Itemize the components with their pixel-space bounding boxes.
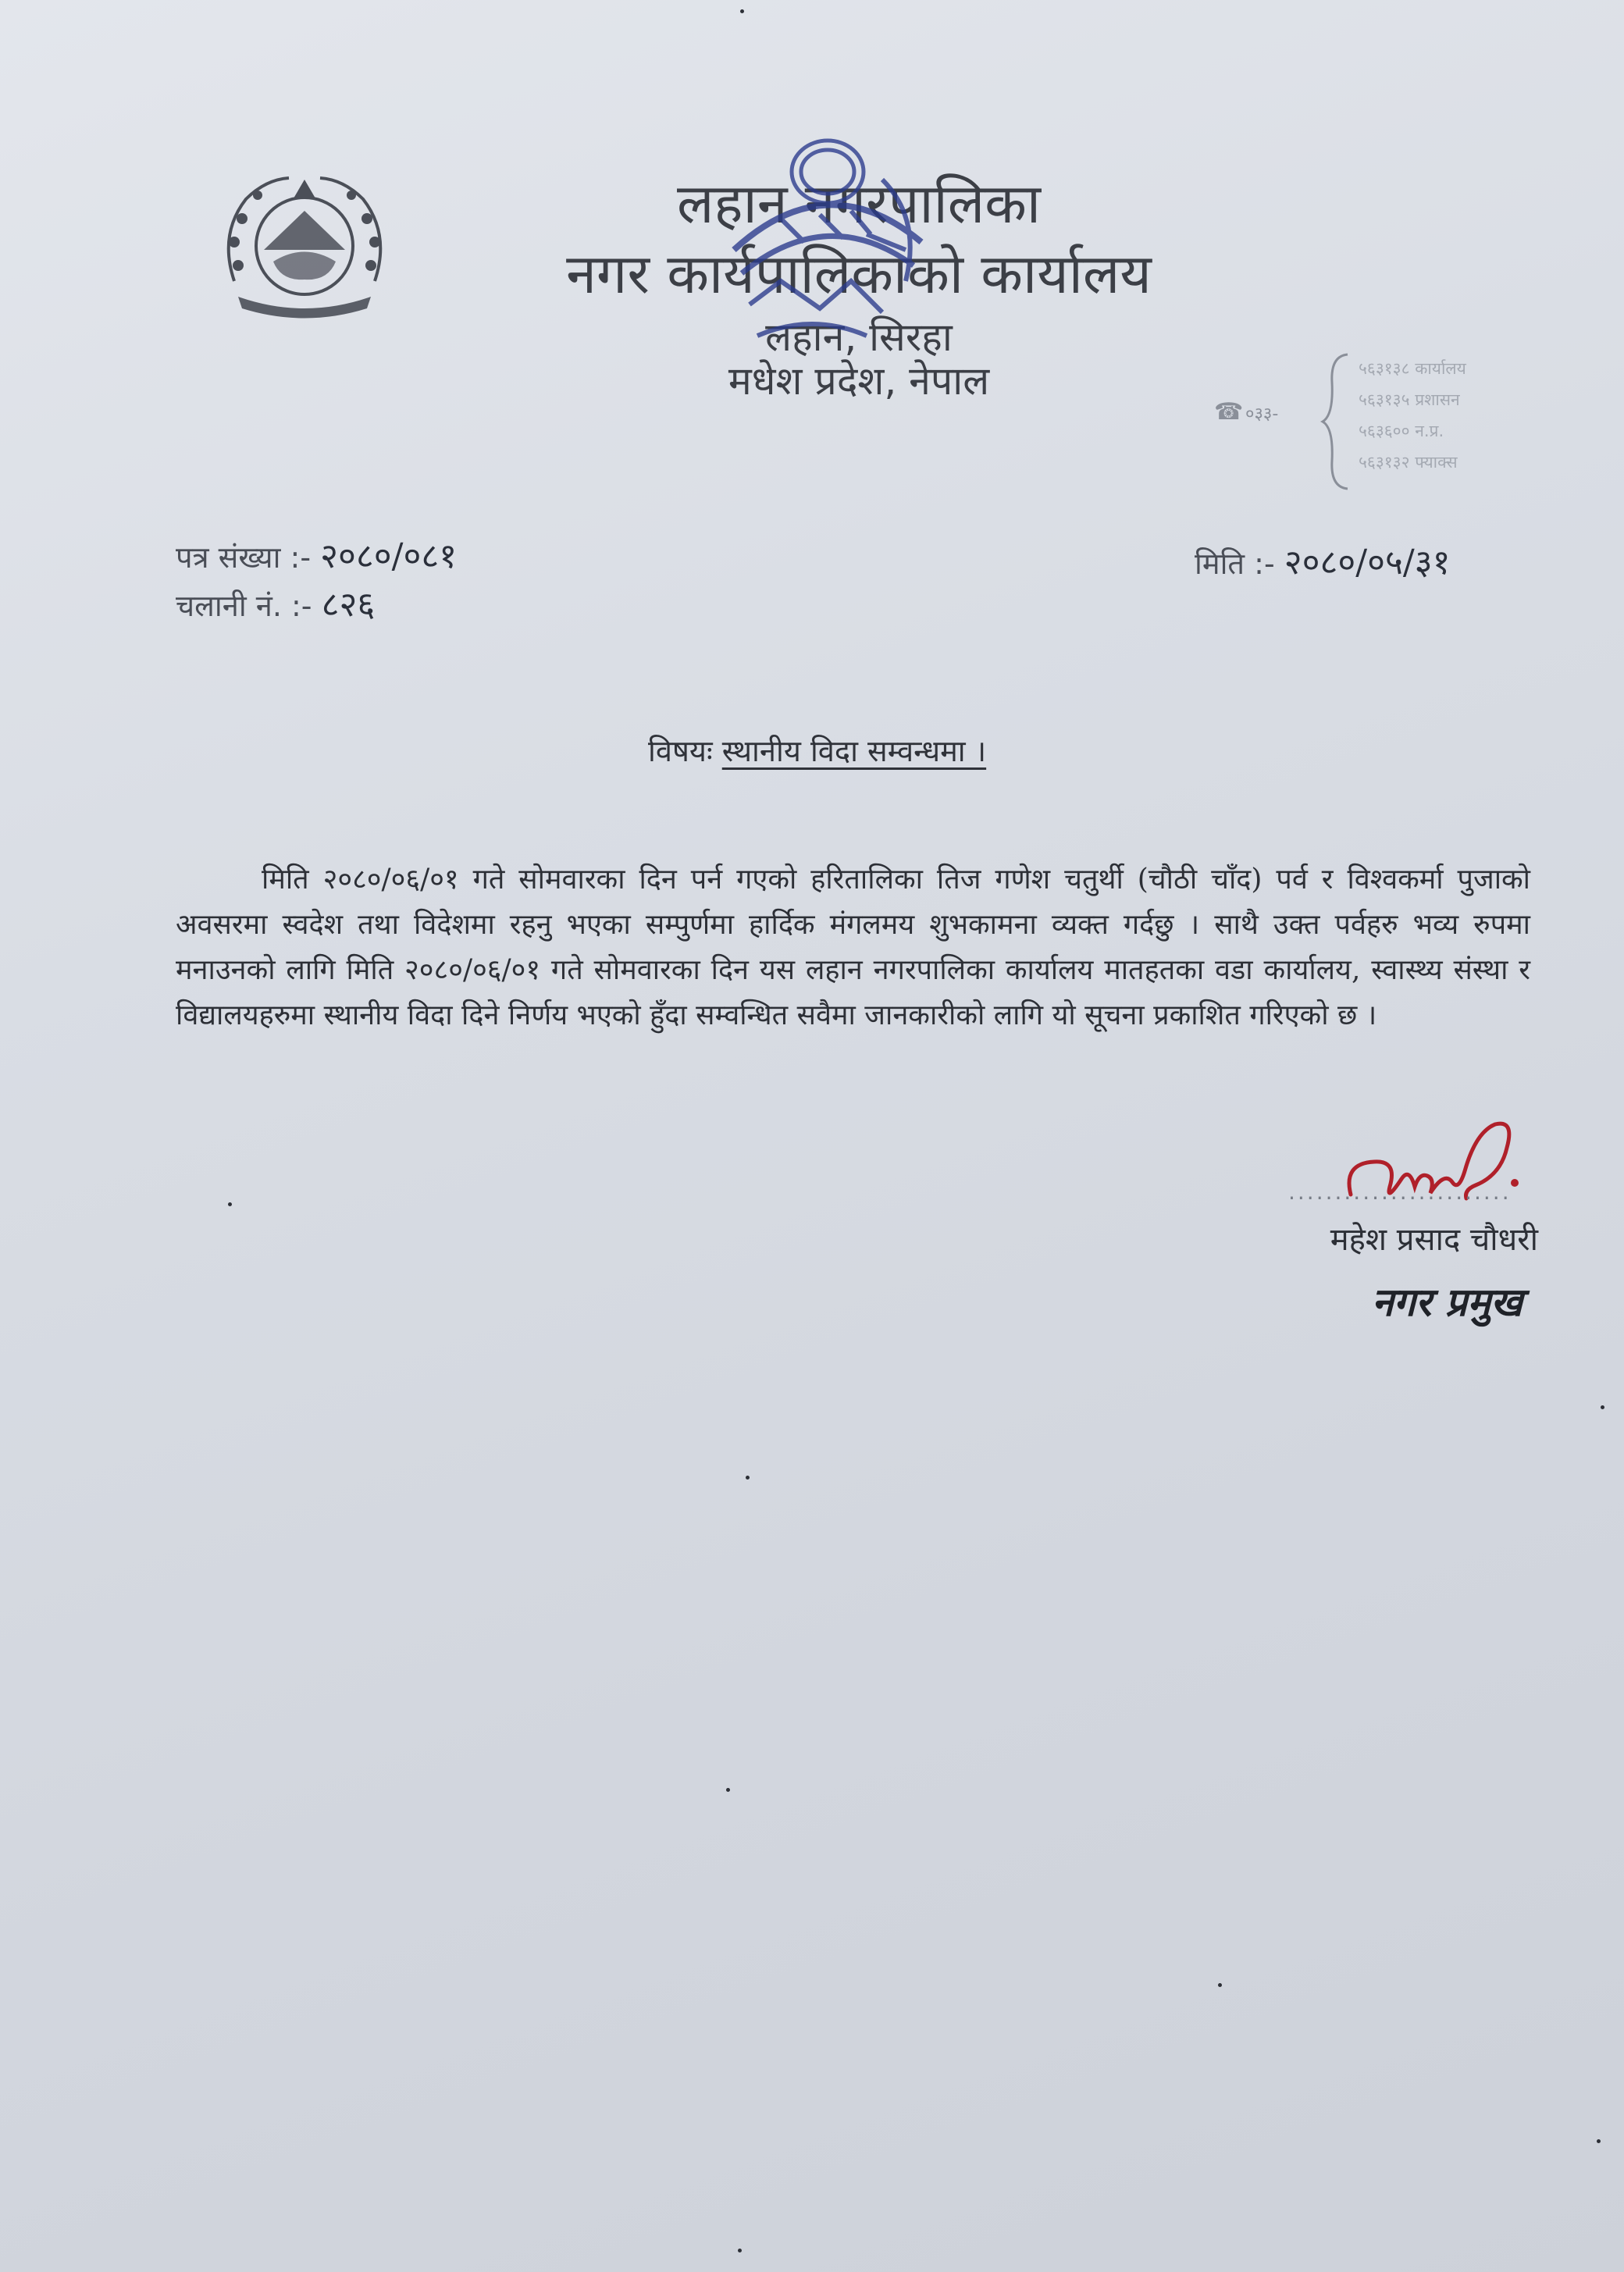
brace-icon — [1320, 351, 1351, 492]
letterhead — [468, 156, 1249, 406]
scan-speck — [1597, 2139, 1601, 2143]
province-country: मधेश प्रदेश, नेपाल — [728, 358, 990, 404]
office-name: नगर कार्यपालिकाको कार्यालय — [566, 242, 1152, 306]
letter-number-label: पत्र संख्या :- — [176, 540, 312, 575]
scan-speck — [738, 2249, 742, 2252]
phone-line: ५६३१३८ कार्यालय — [1359, 359, 1466, 378]
subject-text: स्थानीय विदा सम्वन्धमा । — [721, 734, 987, 768]
scan-speck — [740, 9, 744, 13]
scan-speck — [1218, 1983, 1222, 1987]
scan-speck — [746, 1476, 750, 1480]
phone-line: ५६३६०० न.प्र. — [1359, 422, 1444, 440]
letter-date — [1195, 537, 1585, 584]
scan-speck — [228, 1202, 232, 1206]
signatory-title: नगर प्रमुख — [1371, 1280, 1522, 1325]
date-label: मिति :- — [1195, 547, 1275, 581]
telephone-icon: ☎ — [1214, 398, 1244, 426]
letter-number — [176, 531, 457, 578]
signatory-name: महेश प्रसाद चौधरी — [1330, 1222, 1538, 1258]
dispatch-number — [176, 579, 375, 626]
signature-line: ........................ — [1288, 1179, 1512, 1205]
municipality-name: लहान नगरपालिका — [676, 172, 1042, 236]
subject-label: विषयः — [648, 734, 713, 768]
reference-block — [176, 531, 800, 632]
letter-number-value: २०८०/०८१ — [320, 536, 458, 576]
phone-line: ५६३१३२ फ्याक्स — [1359, 453, 1458, 472]
phone-numbers — [1214, 351, 1581, 492]
scan-speck — [1601, 1405, 1604, 1409]
subject-line — [648, 730, 1195, 771]
phone-lines — [1359, 358, 1585, 483]
office-location: लहान, सिरहा — [765, 315, 953, 360]
phone-prefix: ०३३- — [1245, 404, 1279, 424]
letter-body: मिति २०८०/०६/०१ गते सोमवारका दिन पर्न गएको हरितालिका तिज गणेश चतुर्थी (चौठी चाँद) पर्व र विश्वकर्मा पुजाको अवसरमा स्वदेश तथा विदेशमा रहनु भएका सम्पुर्णमा हार्दिक मंगलमय शुभकामना व्यक्त गर्दछु । साथै उक्त पर्वहरु भव्य रुपमा मनाउनको लागि मिति २०८०/०६/०१ गते सोमवारका दिन यस लहान नगरपालिका कार्यालय मातहतका वडा कार्यालय, स्वास्थ्य संस्था र विद्यालयहरुमा स्थानीय विदा दिने निर्णय भएको हुँदा सम्वन्धित सवैमा जानकारीको लागि यो सूचना प्रकाशित गरिएको छ । — [176, 864, 1530, 1031]
date-value: २०८०/०५/३१ — [1284, 543, 1451, 582]
nepal-emblem-icon — [211, 164, 398, 328]
dispatch-number-label: चलानी नं. :- — [176, 589, 312, 623]
handwritten-signature — [1327, 1101, 1530, 1226]
phone-line: ५६३१३५ प्रशासन — [1359, 390, 1460, 409]
dispatch-number-value: ८२६ — [321, 585, 376, 625]
scan-speck — [726, 1788, 730, 1792]
